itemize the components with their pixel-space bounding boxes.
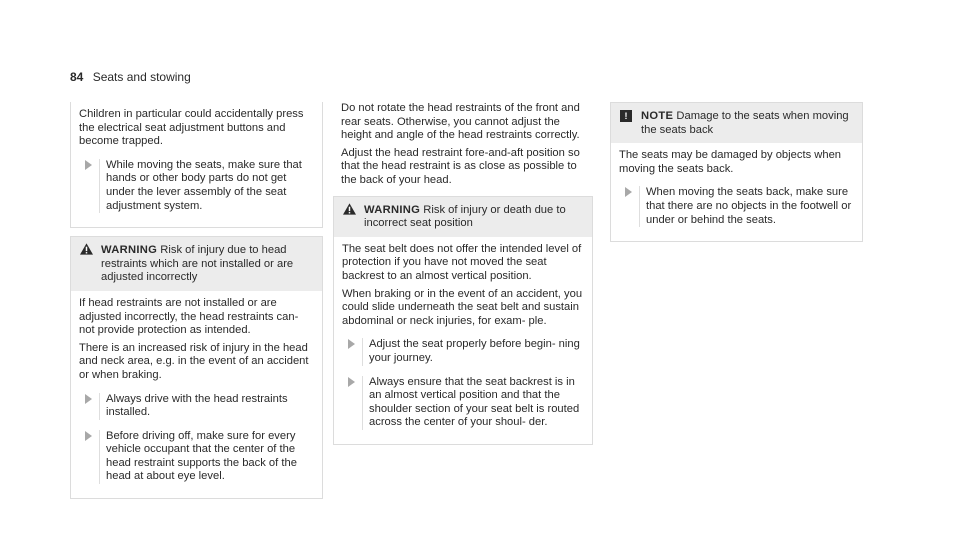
paragraph: Adjust the head restraint fore-and-aft position so that the head restraint is as close as possible to the back of your head. [341,146,580,186]
arrow-bullet-icon [625,187,632,197]
note-title: Damage to the seats when moving the seats back [641,110,849,136]
paragraph: Do not rotate the head restraints of the front and rear seats. Otherwise, you cannot adjust the height and angle of the head restraints correctly. [341,102,580,142]
page-header [70,70,191,84]
warning-label: WARNING [364,203,421,216]
warning-box-head-restraints [70,236,323,499]
warning-triangle-icon [80,243,93,255]
note-box-seat-damage [610,102,863,242]
note-label: NOTE [641,110,674,122]
list-item: Always ensure that the seat backrest is in an almost vertical position and that the shoulder section of your seat belt is routed across the center of your shoul- der. [348,376,584,430]
paragraph: There is an increased risk of injury in the head and neck area, e.g. in the event of an accident or when braking. [79,341,309,381]
list-item: When moving the seats back, make sure that there are no objects in the footwell or under or behind the seats. [625,186,854,227]
arrow-bullet-icon [85,431,92,441]
arrow-bullet-icon [348,339,355,349]
warning-header [334,197,592,237]
paragraph: The seats may be damaged by objects when moving the seats back. [619,149,842,175]
list-item: Before driving off, make sure for every vehicle occupant that the center of the head restraint supports the back of the head at about eye level. [85,430,314,484]
warning-header [71,237,322,291]
list-item: Always drive with the head restraints installed. [85,393,314,420]
warning-title: Risk of injury due to head restraints which are not installed or are adjusted incorrectly [101,244,294,284]
note-header [611,103,862,143]
arrow-bullet-icon [85,394,92,404]
paragraph: If head restraints are not installed or are adjusted incorrectly, the head restraints can- not provide protection as intended. [79,296,299,337]
intro-text: Children in particular could accidentally press the electrical seat adjustment buttons and become trapped. [79,108,304,148]
list-item: While moving the seats, make sure that hands or other body parts do not get under the lever assembly of the seat adjustment system. [85,159,314,213]
exclamation-icon: ! [620,110,632,122]
paragraph: The seat belt does not offer the intended level of protection if you have not moved the seat backrest to an almost vertical position. [342,242,582,282]
warning-triangle-icon [343,203,356,215]
column-1 [70,102,323,499]
section-title: Seats and stowing [92,70,191,84]
warning-box-seat-position [333,196,593,445]
list-item: Adjust the seat properly before begin- ning your journey. [348,338,584,365]
column-3 [610,102,863,242]
intro-block [70,102,323,228]
warning-label: WARNING [101,244,158,257]
warning-title: Risk of injury or death due to incorrect seat position [364,203,566,230]
arrow-bullet-icon [85,160,92,170]
column-2 [333,102,593,445]
arrow-bullet-icon [348,377,355,387]
page-number: 84 [70,70,84,84]
paragraph: When braking or in the event of an accident, you could slide underneath the seat belt and sustain abdominal or neck injuries, for exam- ple. [342,287,583,327]
